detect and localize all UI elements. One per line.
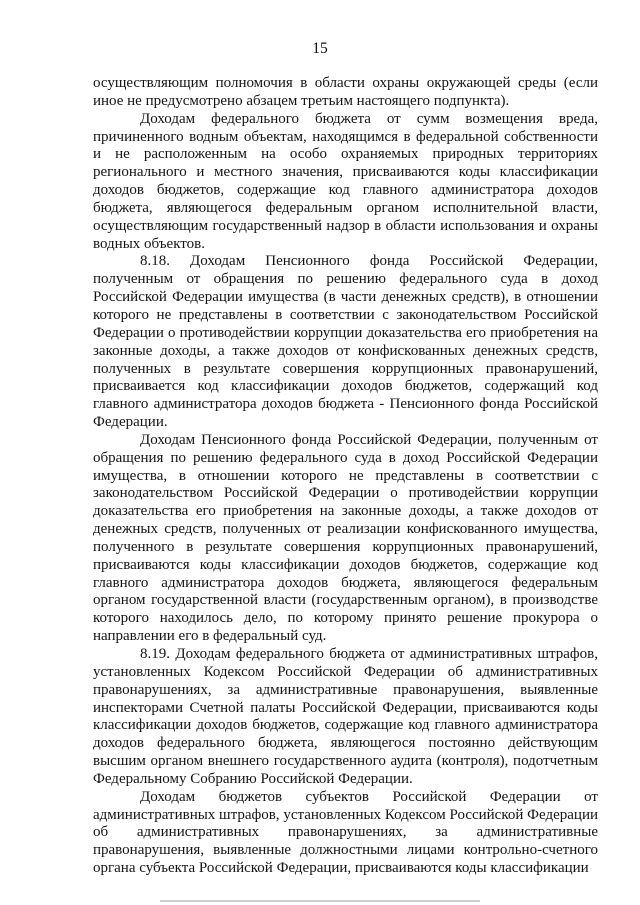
paragraph-continuation: осуществляющим полномочия в области охраны окружающей среды (если иное не предусмотрено абзацем третьим настоящего подпункта).	[93, 75, 598, 109]
paragraph: Доходам Пенсионного фонда Российской Федерации, полученным от обращения по решению федерального суда в доход Российской Федерации имущества, в отношении которого не представлены в соответствии с законодательством Российской Федерации о противодействии коррупции доказательства его приобретения на законные доходы, а также доходов от денежных средств, полученных от реализации конфискованного имущества, полученного в результате совершения коррупционных правонарушений, присваиваются коды классификации доходов бюджетов, содержащие код главного администратора доходов бюджета, являющегося федеральным органом государственной власти (государственным органом), в производстве которого находилось дело, по которому принято решение прокурора о направлении его в федеральный суд.	[93, 431, 598, 645]
document-body	[93, 75, 598, 878]
paragraph: Доходам бюджетов субъектов Российской Федерации от административных штрафов, установленных Кодексом Российской Федерации об административных правонарушениях, за административные правонарушения, выявленные должностными лицами контрольно-счетного органа субъекта Российской Федерации, присваиваются коды классификации	[93, 788, 598, 877]
scan-edge-line	[160, 900, 480, 902]
paragraph-8-19: 8.19. Доходам федерального бюджета от административных штрафов, установленных Кодексом Российской Федерации об административных правонарушениях, за административные правонарушения, выявленные инспекторами Счетной палаты Российской Федерации, присваиваются коды классификации доходов бюджетов, содержащие код главного администратора доходов федерального бюджета, являющегося постоянно действующим высшим органом внешнего государственного аудита (контроля), подотчетным Федеральному Собранию Российской Федерации.	[93, 646, 598, 787]
paragraph-8-18: 8.18. Доходам Пенсионного фонда Российской Федерации, полученным от обращения по решению федерального суда в доход Российской Федерации имущества (в части денежных средств), в отношении которого не представлены в соответствии с законодательством Российской Федерации о противодействии коррупции доказательства его приобретения на законные доходы, а также доходов от конфискованных денежных средств, полученных в результате совершения коррупционных правонарушений, присваивается код классификации доходов бюджетов, содержащий код главного администратора доходов бюджета - Пенсионного фонда Российской Федерации.	[93, 253, 598, 431]
page-number: 15	[312, 40, 328, 57]
paragraph: Доходам федерального бюджета от сумм возмещения вреда, причиненного водным объектам, находящимся в федеральной собственности и не расположенным на особо охраняемых природных территориях регионального и местного значения, присваиваются коды классификации доходов бюджетов, содержащие код главного администратора доходов бюджета, являющегося федеральным органом исполнительной власти, осуществляющим государственный надзор в области использования и охраны водных объектов.	[93, 110, 598, 252]
